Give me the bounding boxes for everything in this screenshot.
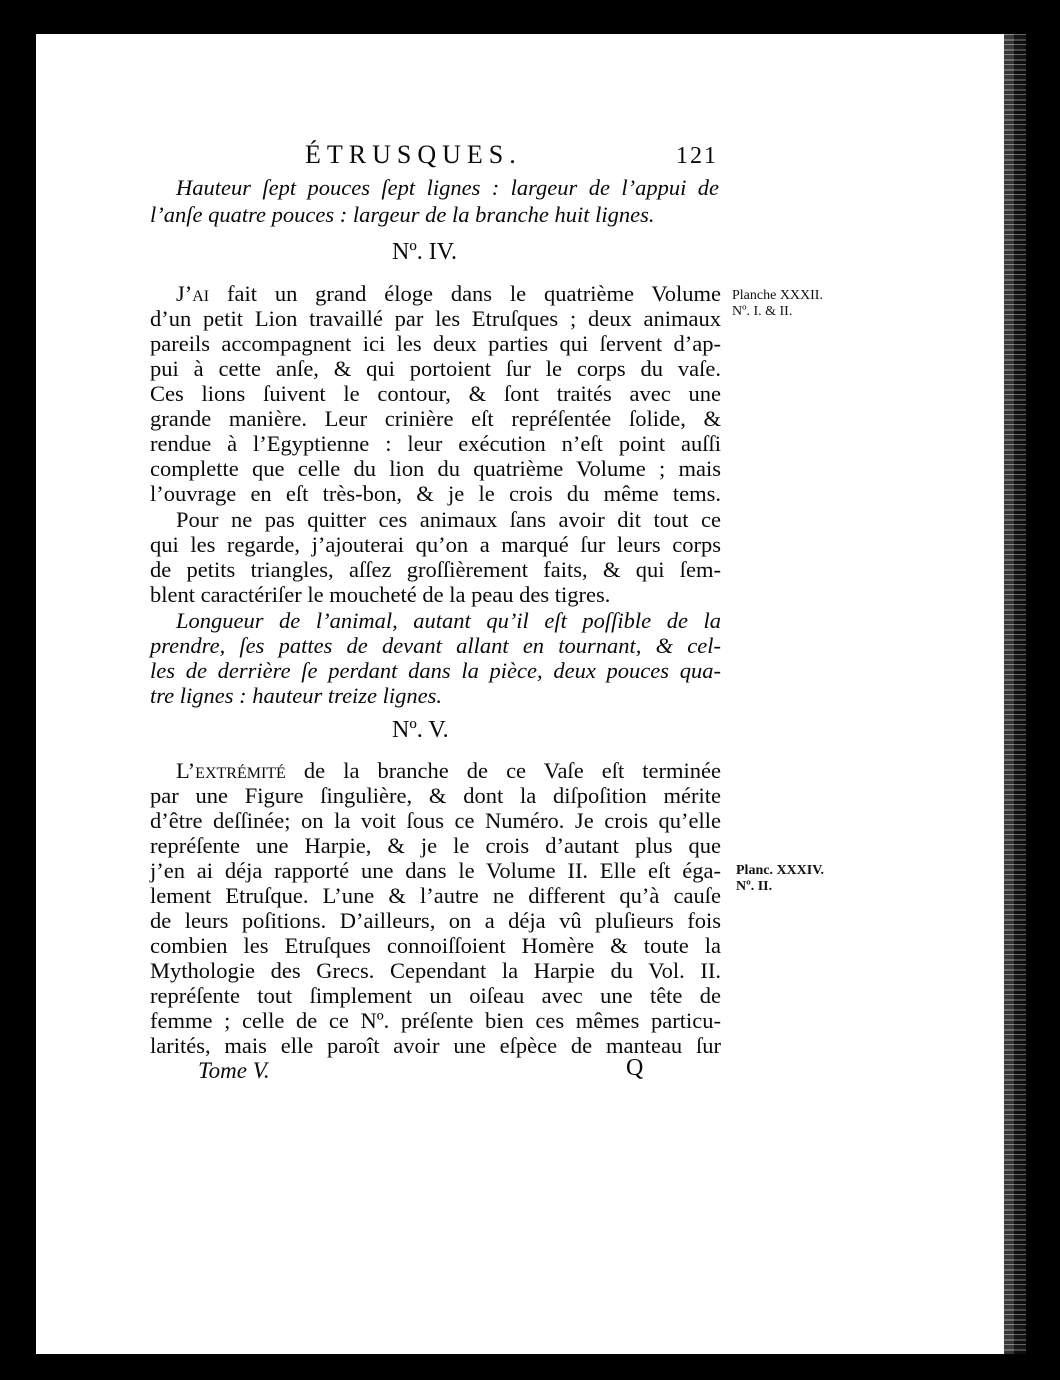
- para3-line: d’être deſſinée; on la voit ſous ce Numéro. Je crois qu’elle: [150, 808, 721, 833]
- measure-line: tre lignes : hauteur treize lignes.: [150, 683, 443, 708]
- scan-border: [1026, 0, 1060, 1380]
- carryover-line-2: l’anſe quatre pouces : largeur de la branche huit lignes.: [150, 202, 655, 227]
- para1-line: grande manière. Leur crinière eſt repréſentée ſolide, &: [150, 406, 721, 431]
- margin-note-planc-xxxiv-number: Nº. II.: [736, 879, 773, 894]
- para3-dropcap: L’: [176, 758, 196, 783]
- section-heading-iv: Nº. IV.: [392, 239, 458, 265]
- para3-line: larités, mais elle paroît avoir une eſpèce de manteau ſur: [150, 1033, 721, 1058]
- carryover-line-1: Hauteur ſept pouces ſept lignes : largeur de l’appui de: [176, 175, 719, 200]
- para1-line: complette que celle du lion du quatrième Volume ; mais: [150, 456, 721, 481]
- para3-line: repréſente une Harpie, & je le crois d’autant plus que: [150, 833, 721, 858]
- para1-line: rendue à l’Egyptienne : leur exécution n’eſt point auſſi: [150, 431, 721, 456]
- margin-note-planche-xxxii-numbers: Nº. I. & II.: [732, 304, 793, 319]
- para3-dropcap-rest: extrémité: [195, 758, 286, 783]
- para1-dropcap-rest: ai: [192, 281, 210, 306]
- page-gutter-shadow: [1004, 34, 1026, 1354]
- para3-line: de leurs poſitions. D’ailleurs, on a déja vû pluſieurs fois: [150, 908, 721, 933]
- para1-line: pareils accompagnent ici les deux parties qui ſervent d’ap-: [150, 331, 721, 356]
- para2-line: de petits triangles, aſſez groſſièrement faits, & qui ſem-: [150, 557, 721, 582]
- margin-note-planche-xxxii: Planche XXXII.: [732, 288, 823, 303]
- measure-line: prendre, ſes pattes de devant allant en tournant, & cel-: [150, 633, 721, 658]
- section-heading-v: Nº. V.: [392, 717, 449, 743]
- para2-line: Pour ne pas quitter ces animaux ſans avoir dit tout ce: [176, 507, 721, 532]
- para1-dropcap: J’: [176, 281, 193, 306]
- para3-line: par une Figure ſingulière, & dont la diſpoſition mérite: [150, 783, 721, 808]
- para3-line: combien les Etruſques connoiſſoient Homère & toute la: [150, 933, 721, 958]
- para3-first-line-rest: de la branche de ce Vaſe eſt terminée: [285, 758, 721, 783]
- para1-line: l’ouvrage en eſt très-bon, & je le crois du même tems.: [150, 481, 721, 506]
- page-number: 121: [676, 143, 718, 169]
- para1-line: pui à cette anſe, & qui portoient ſur le corps du vaſe.: [150, 356, 721, 381]
- para3-line: repréſente tout ſimplement un oiſeau avec une tête de: [150, 983, 721, 1008]
- margin-note-planc-xxxiv: Planc. XXXIV.: [736, 863, 825, 878]
- measure-line: Longueur de l’animal, autant qu’il eſt poſſible de la: [176, 608, 721, 633]
- para3-line: lement Etruſque. L’une & l’autre ne different qu’à cauſe: [150, 883, 721, 908]
- footer-volume: Tome V.: [198, 1058, 270, 1083]
- para1-line-1: [176, 281, 721, 306]
- para3-line: femme ; celle de ce Nº. préſente bien ces mêmes particu-: [150, 1008, 721, 1033]
- para1-first-line-rest: fait un grand éloge dans le quatrième Volume: [209, 281, 721, 306]
- para3-line: j’en ai déja rapporté une dans le Volume II. Elle eſt éga-: [150, 858, 721, 883]
- para3-line: Mythologie des Grecs. Cependant la Harpie du Vol. II.: [150, 958, 721, 983]
- para2-line: blent caractériſer le moucheté de la peau des tigres.: [150, 582, 611, 607]
- para1-line: d’un petit Lion travaillé par les Etruſques ; deux animaux: [150, 306, 721, 331]
- running-title: ÉTRUSQUES.: [305, 140, 522, 169]
- para1-line: Ces lions ſuivent le contour, & ſont traités avec une: [150, 381, 721, 406]
- para3-line-1: [176, 758, 721, 783]
- measure-line: les de derrière ſe perdant dans la pièce, deux pouces qua-: [150, 658, 721, 683]
- footer-signature: Q: [626, 1055, 644, 1081]
- para2-line: qui les regarde, j’ajouterai qu’on a marqué ſur leurs corps: [150, 532, 721, 557]
